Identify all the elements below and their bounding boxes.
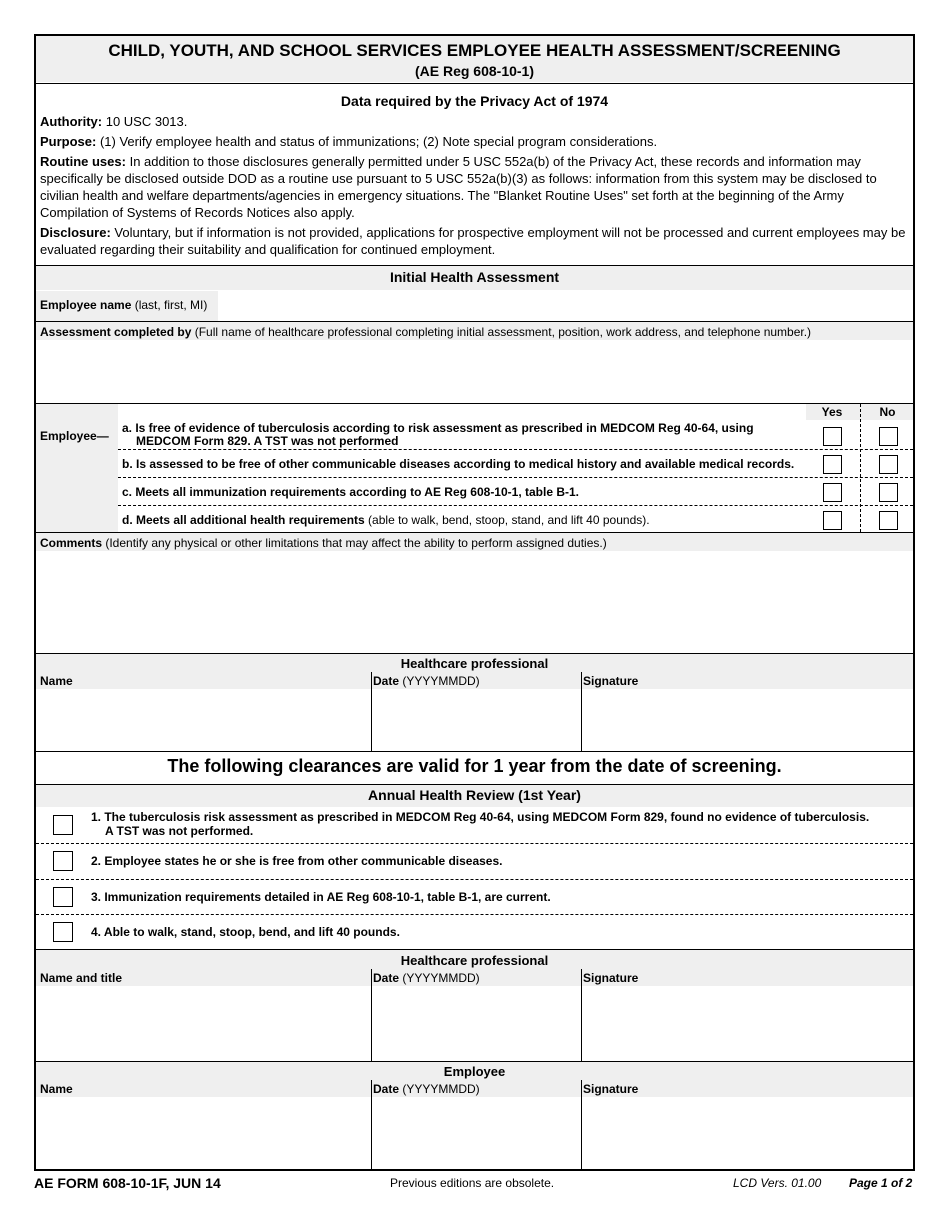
hp-name-label: Name <box>40 674 73 688</box>
annual-item-2-text: 2. Employee states he or she is free from other communicable diseases. <box>91 854 503 868</box>
item-b-text: b. Is assessed to be free of other communicable diseases according to medical history and available medical records. <box>122 457 795 471</box>
hp-date-hint: (YYYYMMDD) <box>399 674 480 688</box>
comments-label: Comments <box>40 536 103 550</box>
routine-uses-text: In addition to those disclosures generally permitted under 5 USC 552a(b) of the Privacy Act, these records and information may specifically be disclosed outside DOD as a routine use pursuant to 5 USC 552a(b)(3) as follows: information from this system may be disclosed to civilian health and welfare departments/agencies in emergency situations. The "Blanket Routine Uses" set forth at the beginning of the Army Compilation of Systems of Records Notices also apply. <box>40 154 877 220</box>
yes-no-separator <box>860 404 861 532</box>
footer-form-id: AE FORM 608-10-1F, JUN 14 <box>34 1175 221 1191</box>
authority-text: 10 USC 3013. <box>102 114 188 129</box>
annual-emp-signature-field[interactable] <box>584 1100 910 1168</box>
comments-field[interactable] <box>40 554 910 650</box>
authority-label: Authority: <box>40 114 103 129</box>
label-band <box>36 404 118 532</box>
no-header: No <box>879 405 896 419</box>
annual-heading: Annual Health Review (1st Year) <box>368 787 581 803</box>
comments-label-group <box>40 536 910 550</box>
privacy-statement <box>40 113 908 258</box>
annual-emp-date-label: Date <box>373 1082 400 1096</box>
assessment-hint: (Full name of healthcare professional completing initial assessment, position, work address, and telephone number.) <box>191 325 812 339</box>
privacy-heading: Data required by the Privacy Act of 1974 <box>340 93 609 109</box>
item-d-text-group <box>122 513 802 527</box>
footer-obsolete: Previous editions are obsolete. <box>390 1176 555 1190</box>
yes-header: Yes <box>821 405 843 419</box>
hp-date-label: Date <box>373 674 400 688</box>
employee-label: Employee— <box>40 429 109 443</box>
item-a-yes-checkbox[interactable] <box>823 427 842 446</box>
routine-uses-label: Routine uses: <box>40 154 126 169</box>
annual-hp-name-label: Name and title <box>40 971 123 985</box>
dashed-divider <box>118 477 913 478</box>
annual-emp-signature-label: Signature <box>583 1082 639 1096</box>
disclosure-label: Disclosure: <box>40 225 111 240</box>
annual-item-3-text: 3. Immunization requirements detailed in AE Reg 608-10-1, table B-1, are current. <box>91 890 551 904</box>
annual-hp-name-field[interactable] <box>38 989 368 1059</box>
assessment-label: Assessment completed by <box>40 325 192 339</box>
hp-heading: Healthcare professional <box>400 656 549 671</box>
form-page <box>34 34 915 1171</box>
item-a-line1: a. Is free of evidence of tuberculosis according to risk assessment as prescribed in MEDCOM Reg 40-64, using <box>122 421 754 435</box>
footer-page-number: Page 1 of 2 <box>849 1176 913 1190</box>
hp-date-label-group <box>373 674 480 688</box>
employee-name-field[interactable] <box>222 294 910 318</box>
footer-version: LCD Vers. 01.00 <box>733 1176 822 1190</box>
purpose-label: Purpose: <box>40 134 97 149</box>
annual-hp-date-label-group <box>373 971 480 985</box>
divider <box>36 751 913 752</box>
dashed-divider <box>118 449 913 450</box>
annual-hp-date-field[interactable] <box>374 989 578 1059</box>
column-divider <box>371 1080 372 1169</box>
divider <box>36 83 913 84</box>
employee-name-hint: (last, first, MI) <box>131 298 208 312</box>
annual-item-4-text: 4. Able to walk, stand, stoop, bend, and lift 40 pounds. <box>91 925 400 939</box>
item-d-text: d. Meets all additional health requirements <box>122 513 365 527</box>
annual-item-1-line2: A TST was not performed. <box>105 824 254 838</box>
hp-signature-field[interactable] <box>584 692 910 748</box>
initial-heading: Initial Health Assessment <box>389 269 560 285</box>
annual-hp-date-hint: (YYYYMMDD) <box>399 971 480 985</box>
form-subtitle: (AE Reg 608-10-1) <box>414 63 535 79</box>
hp-signature-label: Signature <box>583 674 639 688</box>
purpose-text: (1) Verify employee health and status of immunizations; (2) Note special program considerations. <box>96 134 658 149</box>
item-a-line2: MEDCOM Form 829. A TST was not performed <box>136 434 399 448</box>
annual-hp-signature-label: Signature <box>583 971 639 985</box>
assessment-label-group <box>40 325 910 339</box>
annual-item-1-line1: 1. The tuberculosis risk assessment as prescribed in MEDCOM Reg 40-64, using MEDCOM Form 829, found no evidence of tuberculosis. <box>91 810 870 824</box>
annual-item-3-checkbox[interactable] <box>53 887 73 907</box>
dashed-divider <box>36 843 913 844</box>
annual-item-1-text <box>91 810 911 838</box>
dashed-divider <box>118 505 913 506</box>
form-title: CHILD, YOUTH, AND SCHOOL SERVICES EMPLOYEE HEALTH ASSESSMENT/SCREENING <box>108 41 841 60</box>
clearance-notice: The following clearances are valid for 1 year from the date of screening. <box>167 756 782 776</box>
employee-name-label-group <box>40 298 207 312</box>
annual-emp-name-field[interactable] <box>38 1100 368 1168</box>
column-divider <box>581 969 582 1061</box>
dashed-divider <box>36 879 913 880</box>
annual-item-4-checkbox[interactable] <box>53 922 73 942</box>
annual-emp-heading: Employee <box>443 1064 506 1079</box>
annual-item-2-checkbox[interactable] <box>53 851 73 871</box>
annual-item-1-checkbox[interactable] <box>53 815 73 835</box>
employee-name-label: Employee name <box>40 298 132 312</box>
disclosure-text: Voluntary, but if information is not provided, applications for prospective employment will not be processed and current employees may be evaluated regarding their suitability and qualification for continued employment. <box>40 225 906 257</box>
annual-emp-name-label: Name <box>40 1082 73 1096</box>
column-divider <box>371 672 372 751</box>
column-divider <box>371 969 372 1061</box>
annual-emp-date-label-group <box>373 1082 480 1096</box>
annual-hp-heading: Healthcare professional <box>400 953 549 968</box>
item-a-no-checkbox[interactable] <box>879 427 898 446</box>
assessment-field[interactable] <box>40 342 910 400</box>
column-divider <box>581 672 582 751</box>
item-c-yes-checkbox[interactable] <box>823 483 842 502</box>
annual-emp-date-field[interactable] <box>374 1100 578 1168</box>
item-c-text: c. Meets all immunization requirements according to AE Reg 608-10-1, table B-1. <box>122 485 580 499</box>
divider <box>36 403 913 404</box>
dashed-divider <box>36 914 913 915</box>
item-d-yes-checkbox[interactable] <box>823 511 842 530</box>
item-a-text <box>122 422 802 448</box>
item-d-extra: (able to walk, bend, stoop, stand, and lift 40 pounds). <box>364 513 650 527</box>
annual-hp-date-label: Date <box>373 971 400 985</box>
comments-hint: (Identify any physical or other limitations that may affect the ability to perform assigned duties.) <box>102 536 607 550</box>
column-divider <box>581 1080 582 1169</box>
hp-date-field[interactable] <box>374 692 578 748</box>
hp-name-field[interactable] <box>38 692 368 748</box>
item-b-yes-checkbox[interactable] <box>823 455 842 474</box>
annual-emp-date-hint: (YYYYMMDD) <box>399 1082 480 1096</box>
item-d-no-checkbox[interactable] <box>879 511 898 530</box>
annual-hp-signature-field[interactable] <box>584 989 910 1059</box>
item-c-no-checkbox[interactable] <box>879 483 898 502</box>
item-b-no-checkbox[interactable] <box>879 455 898 474</box>
